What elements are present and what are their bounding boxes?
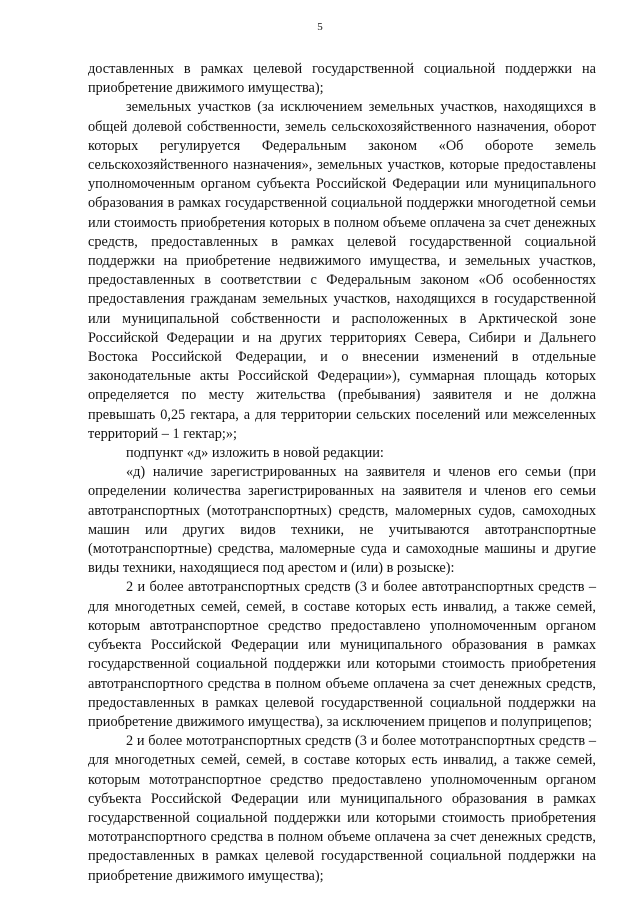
paragraph-land-plots: земельных участков (за исключением земельных участков, находящихся в общей долевой собственности, земель сельскохозяйственного назначения, оборот которых регулируется Федеральным законом «Об обороте земель сельскохозяйственного назначения», земельных участков, которые предоставлены уполномоченным органом субъекта Российской Федерации или муниципального образования в рамках государственной социальной поддержки многодетной семьи или стоимость приобретения которых в полном объеме оплачена за счет денежных средств, предоставленных в рамках целевой государственной социальной поддержки на приобретение недвижимого имущества, и земельных участков, предоставленных в соответствии с Федеральным законом «Об особенностях предоставления гражданам земельных участков, находящихся в государственной или муниципальной собственности и расположенных в Арктической зоне Российской Федерации и на других территориях Севера, Сибири и Дальнего Востока Российской Федерации, и о внесении изменений в отдельные законодательные акты Российской Федерации»), суммарная площадь которых определяется по месту жительства (пребывания) заявителя и не должна превышать 0,25 гектара, а для территории сельских поселений или межселенных территорий – 1 гектар;»;	[88, 99, 596, 442]
paragraph-motorcycles: 2 и более мототранспортных средств (3 и более мототранспортных средств – для многодетных семей, семей, в составе которых есть инвалид, а также семей, которым мототранспортное средство предоставлено уполномоченным органом субъекта Российской Федерации или муниципального образования в рамках государственной социальной поддержки или которыми стоимость приобретения мототранспортного средства в полном объеме оплачена за счет денежных средств, предоставленных в рамках целевой государственной социальной поддержки на приобретение движимого имущества);	[88, 733, 596, 884]
paragraph-motor-vehicles: 2 и более автотранспортных средств (3 и более автотранспортных средств – для многодетных семей, семей, в составе которых есть инвалид, а также семей, которым автотранспортное средство предоставлено уполномоченным органом субъекта Российской Федерации или муниципального образования в рамках государственной социальной поддержки или которыми стоимость приобретения автотранспортного средства в полном объеме оплачена за счет денежных средств, предоставленных в рамках целевой государственной социальной поддержки на приобретение движимого имущества), за исключением прицепов и полуприцепов;	[88, 579, 596, 730]
document-body	[88, 60, 596, 886]
paragraph-continuation: доставленных в рамках целевой государственной социальной поддержки на приобретение движимого имущества);	[88, 61, 596, 97]
paragraph-subclause-d: «д) наличие зарегистрированных на заявителя и членов его семьи (при определении количества зарегистрированных на заявителя и членов его семьи автотранспортных (мототранспортных) средств, маломерных судов, самоходных машин или других видов техники, не учитываются автотранспортные (мототранспортные) средства, маломерные суда и самоходные машины и другие виды техники, находящиеся под арестом и (или) в розыске):	[88, 464, 596, 577]
page-number: 5	[317, 21, 323, 33]
paragraph-subclause-d-intro: подпункт «д» изложить в новой редакции:	[126, 445, 384, 462]
